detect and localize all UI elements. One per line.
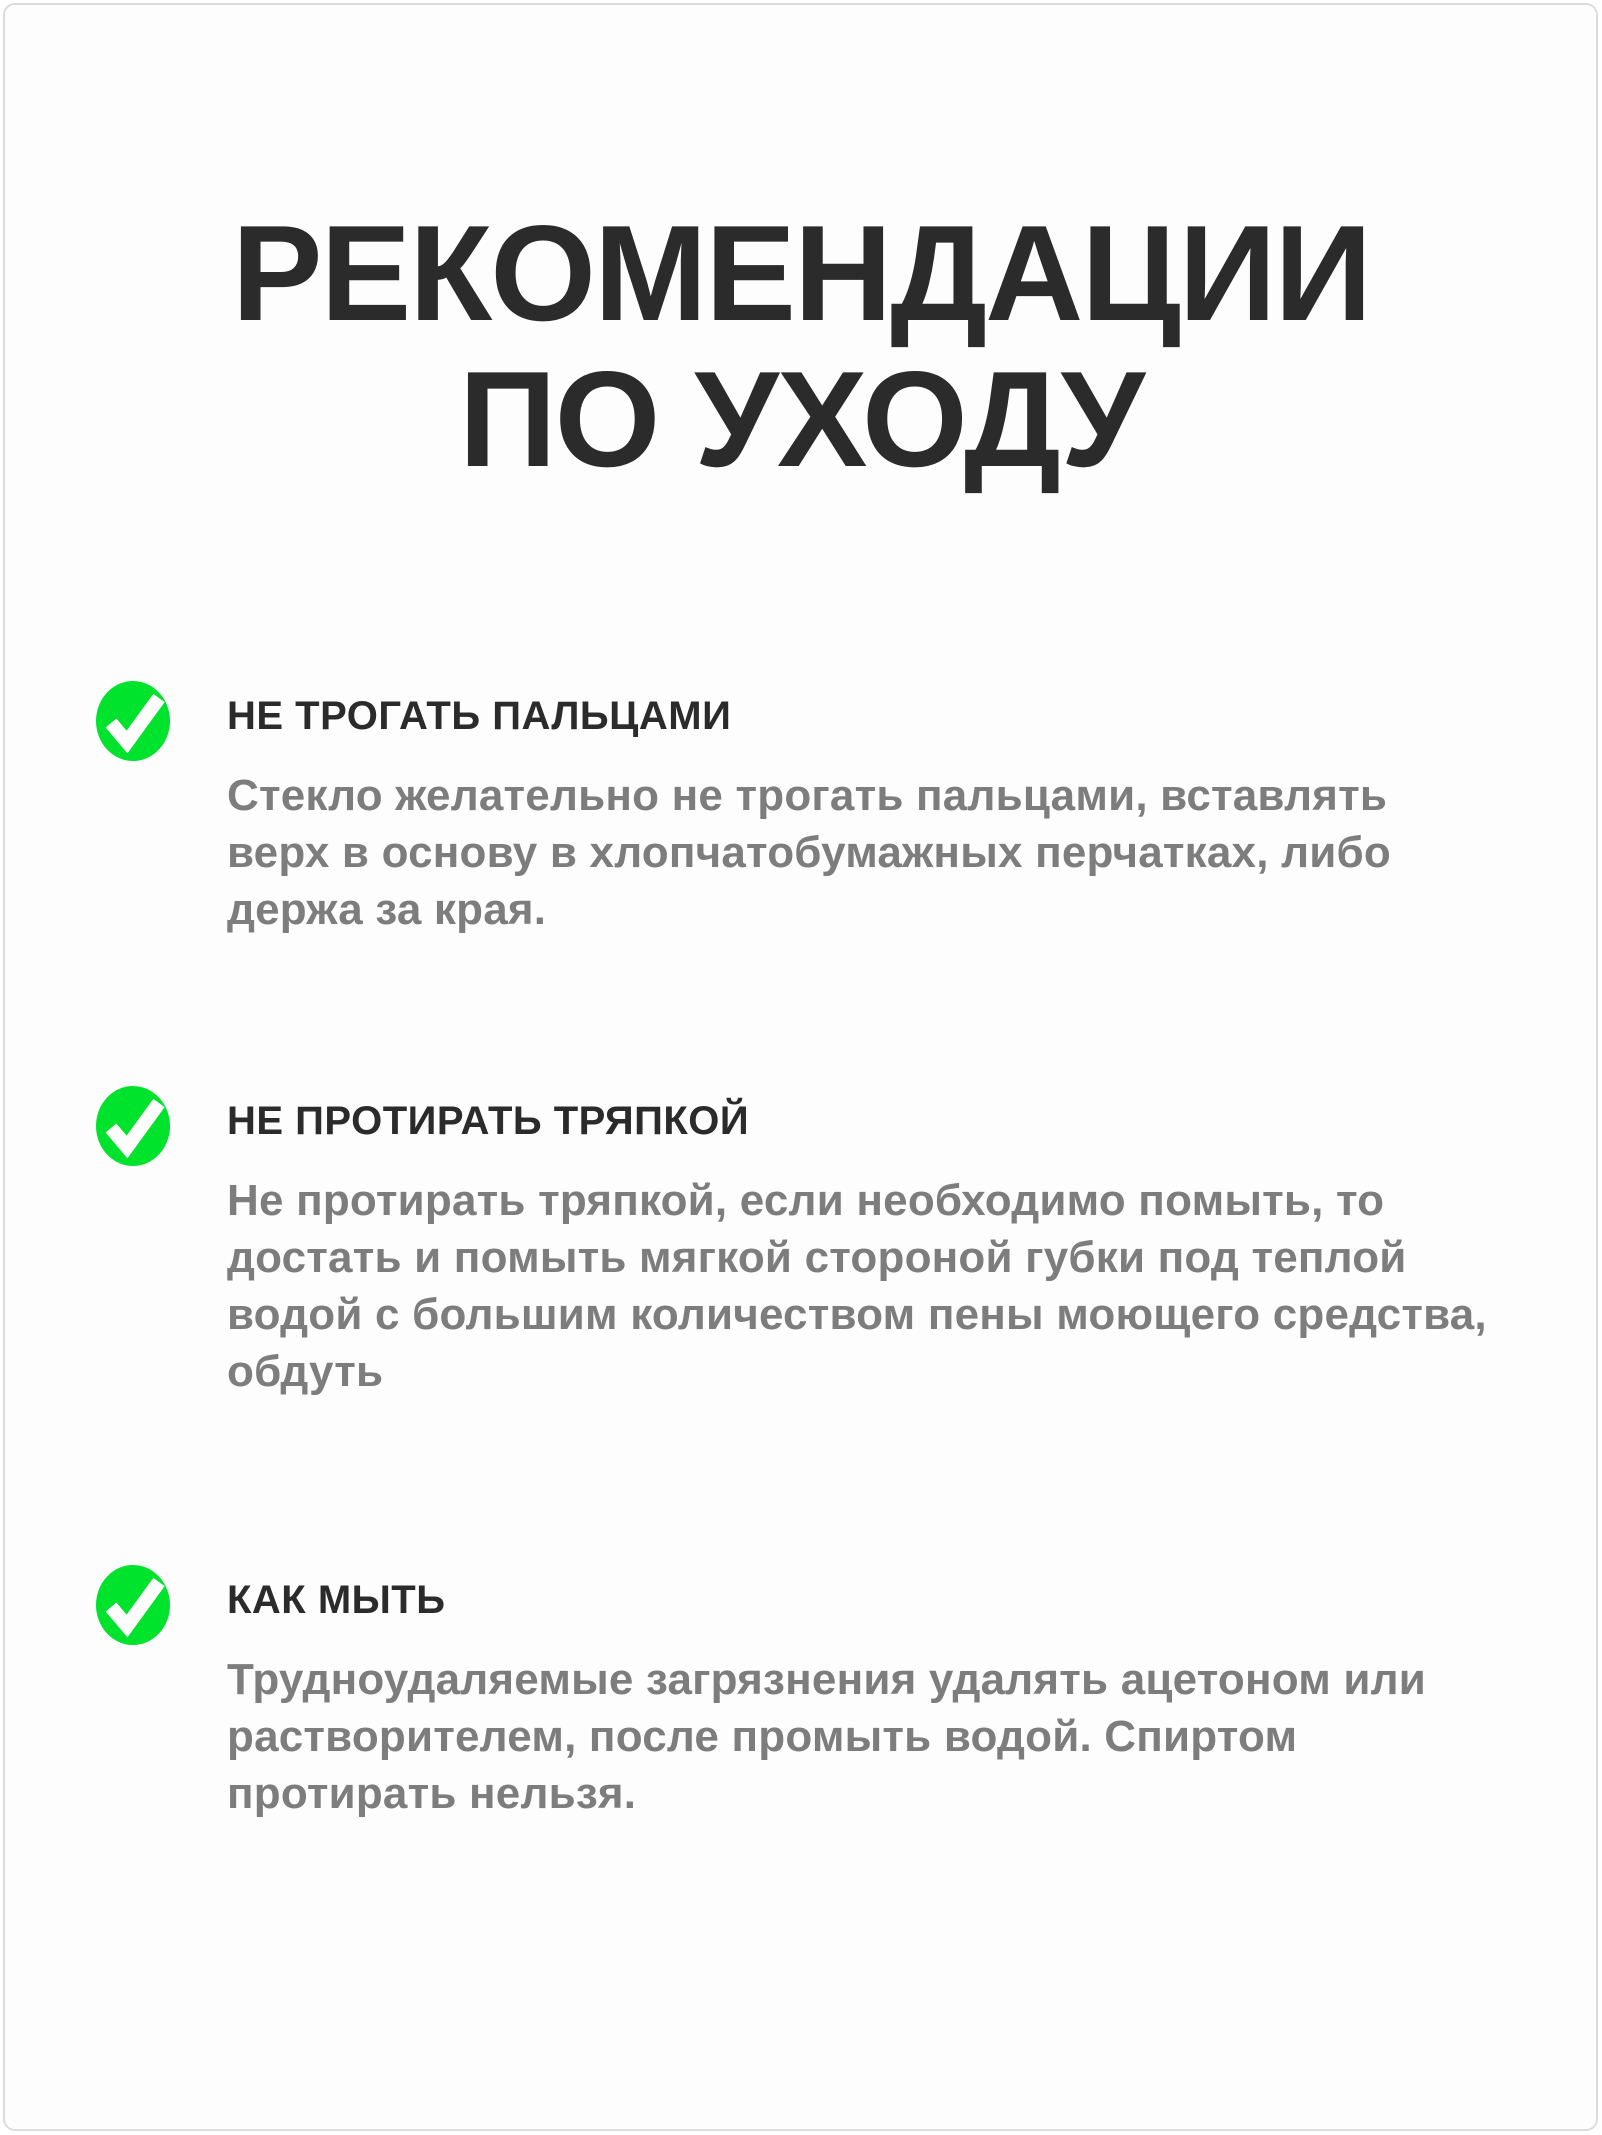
page-title-line-1: РЕКОМЕНДАЦИИ [231, 197, 1371, 349]
section-body-line: обдуть [227, 1347, 384, 1396]
section-body-line: Стекло желательно не трогать пальцами, вставлять [227, 771, 1388, 820]
section-body-line: достать и помыть мягкой стороной губки под теплой [227, 1233, 1407, 1282]
section-body-line: протирать нельзя. [227, 1769, 637, 1818]
section-heading: КАК МЫТЬ [227, 1578, 446, 1622]
check-circle-icon [96, 1086, 170, 1166]
section-heading: НЕ ПРОТИРАТЬ ТРЯПКОЙ [227, 1099, 750, 1143]
section-body-line: Трудноудаляемые загрязнения удалять ацетоном или [227, 1655, 1427, 1704]
check-circle-icon [96, 681, 170, 761]
page-title-line-2: ПО УХОДУ [458, 343, 1144, 495]
section-body [227, 767, 1391, 938]
check-circle-icon [96, 1565, 170, 1645]
section-body [227, 1651, 1426, 1822]
section-body-line: верх в основу в хлопчатобумажных перчатках, либо [227, 828, 1391, 877]
section-body-line: держа за края. [227, 885, 547, 934]
section-body-line: Не протирать тряпкой, если необходимо помыть, то [227, 1176, 1385, 1225]
section-body [227, 1172, 1487, 1400]
section-heading: НЕ ТРОГАТЬ ПАЛЬЦАМИ [227, 694, 732, 738]
section-body-line: растворителем, после промыть водой. Спиртом [227, 1712, 1298, 1761]
page-title [0, 197, 1602, 495]
section-body-line: водой с большим количеством пены моющего средства, [227, 1290, 1487, 1339]
